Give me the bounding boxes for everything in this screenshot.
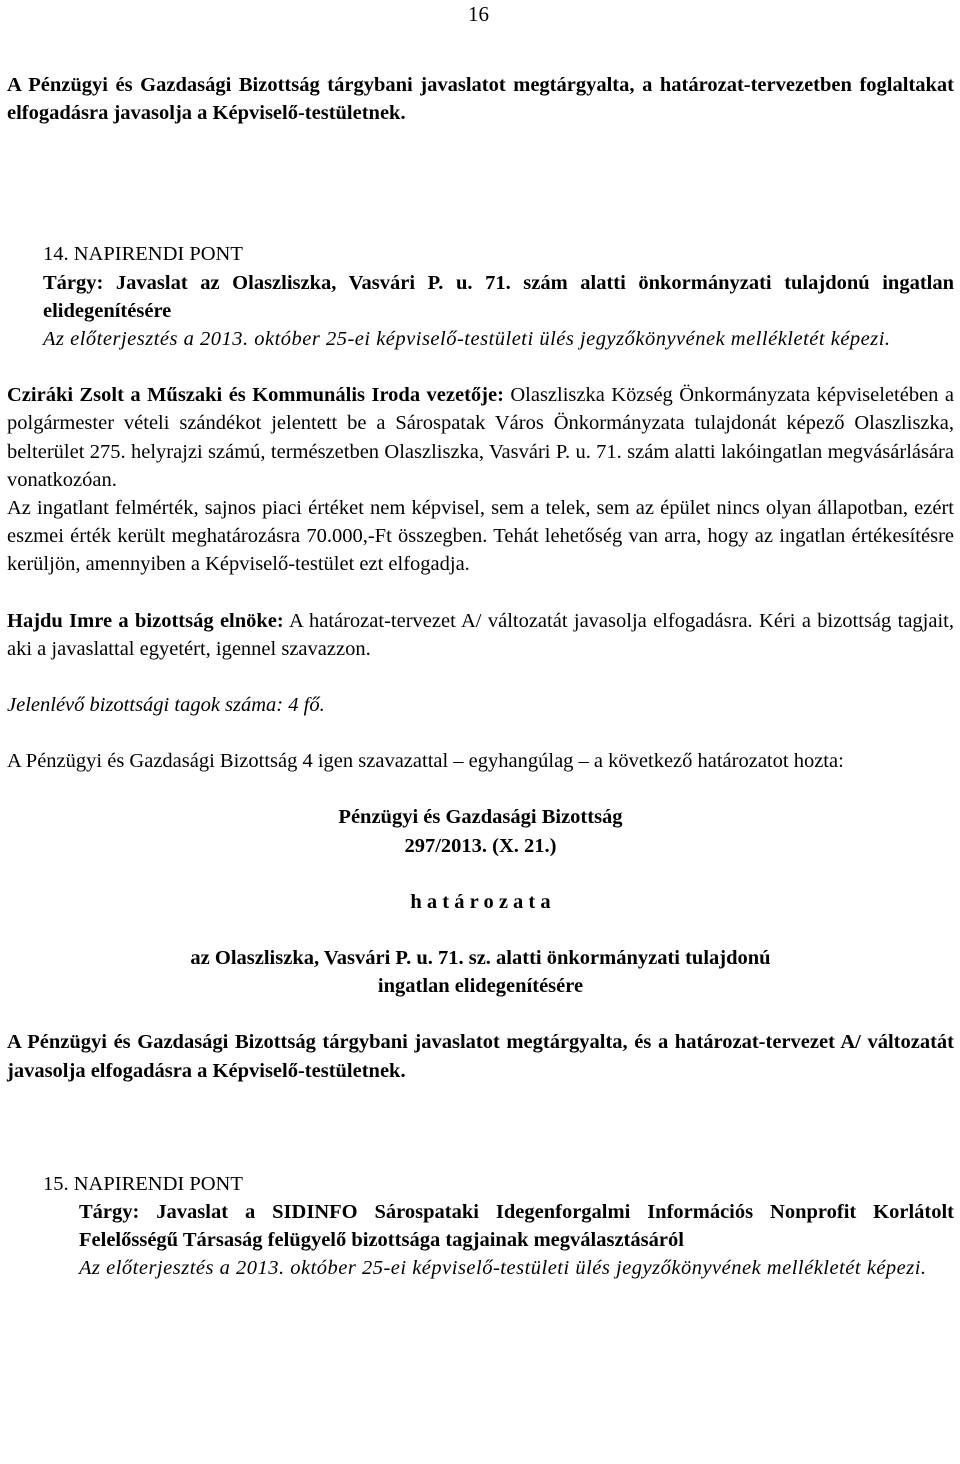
resolution-subject-line2: ingatlan elidegenítésére [377, 975, 584, 998]
cziraki-paragraph [7, 381, 954, 494]
agenda-item-14 [7, 240, 954, 353]
property-assessment-paragraph: Az ingatlant felmérték, sajnos piaci értéket nem képvisel, sem a telek, sem az épület nincs olyan állapotban, ezért eszmei érték került meghatározásra 70.000,-Ft összegben. Tehát lehetőség van arra, hogy az ingatlan értékesítésre kerüljön, amennyiben a Képviselő-testület ezt elfogadja. [7, 497, 954, 576]
cziraki-text: Olaszliszka Község Önkormányzata képviseletében a polgármester vételi szándékot jelentett be a Sárospatak Város Önkormányzata tulajdonát képező Olaszliszka, belterület 275. helyrajzi számú, természetben Olaszliszka, Vasvári P. u. 71. szám alatti lakóingatlan megvásárlására vonatkozóan. [7, 384, 954, 491]
agenda-item-15-number: 15. [43, 1172, 69, 1195]
agenda-item-15-attachment: Az előterjesztés a 2013. október 25-ei képviselő-testületi ülés jegyzőkönyvének mellékletét képezi. [79, 1257, 927, 1280]
hajdu-speaker: Hajdu Imre a bizottság elnöke: [7, 609, 284, 632]
agenda-item-15-heading [7, 1170, 954, 1198]
agenda-item-14-heading [43, 240, 954, 268]
agenda-item-15-subject: Tárgy: Javaslat a SIDINFO Sárospataki Idegenforgalmi Információs Nonprofit Korlátolt Felelősségű Társaság felügyelő bizottsága tagjainak megválasztásáról [79, 1201, 954, 1252]
committee-recommendation-2: A Pénzügyi és Gazdasági Bizottság tárgybani javaslatot megtárgyalta, és a határozat-tervezet A/ változatát javasolja elfogadásra a Képviselő-testületnek. [7, 1031, 954, 1082]
page-number: 16 [468, 2, 489, 26]
hajdu-text: A határozat-tervezet A/ változatát javasolja elfogadásra. Kéri a bizottság tagjait, aki a javaslattal egyetért, igennel szavazzon. [7, 609, 954, 660]
agenda-item-15-label: NAPIRENDI PONT [73, 1172, 243, 1195]
vote-paragraph: A Pénzügyi és Gazdasági Bizottság 4 igen szavazattal – egyhangúlag – a következő határozatot hozta: [7, 750, 844, 773]
resolution-word: h a t á r o z a t a [410, 890, 551, 913]
hajdu-paragraph [7, 607, 954, 663]
resolution-subject-line1: az Olaszliszka, Vasvári P. u. 71. sz. alatti önkormányzati tulajdonú [190, 947, 771, 970]
cziraki-speaker: Cziráki Zsolt a Műszaki és Kommunális Iroda vezetője: [7, 384, 504, 407]
resolution-block [7, 803, 954, 1000]
document-body [7, 71, 954, 1283]
agenda-item-14-subject: Tárgy: Javaslat az Olaszliszka, Vasvári P. u. 71. szám alatti önkormányzati tulajdonú ingatlan elidegenítésére [43, 271, 954, 322]
resolution-number: 297/2013. (X. 21.) [404, 834, 557, 857]
resolution-body: Pénzügyi és Gazdasági Bizottság [338, 806, 623, 829]
committee-recommendation-1: A Pénzügyi és Gazdasági Bizottság tárgybani javaslatot megtárgyalta, a határozat-tervezetben foglaltakat elfogadásra javasolja a Képviselő-testületnek. [7, 74, 954, 125]
agenda-item-14-number: 14. [43, 243, 69, 266]
agenda-item-15 [7, 1170, 954, 1283]
present-members: Jelenlévő bizottsági tagok száma: 4 fő. [7, 694, 325, 717]
agenda-item-14-label: NAPIRENDI PONT [73, 243, 243, 266]
agenda-item-14-attachment: Az előterjesztés a 2013. október 25-ei képviselő-testületi ülés jegyzőkönyvének mellékletét képezi. [43, 328, 891, 351]
